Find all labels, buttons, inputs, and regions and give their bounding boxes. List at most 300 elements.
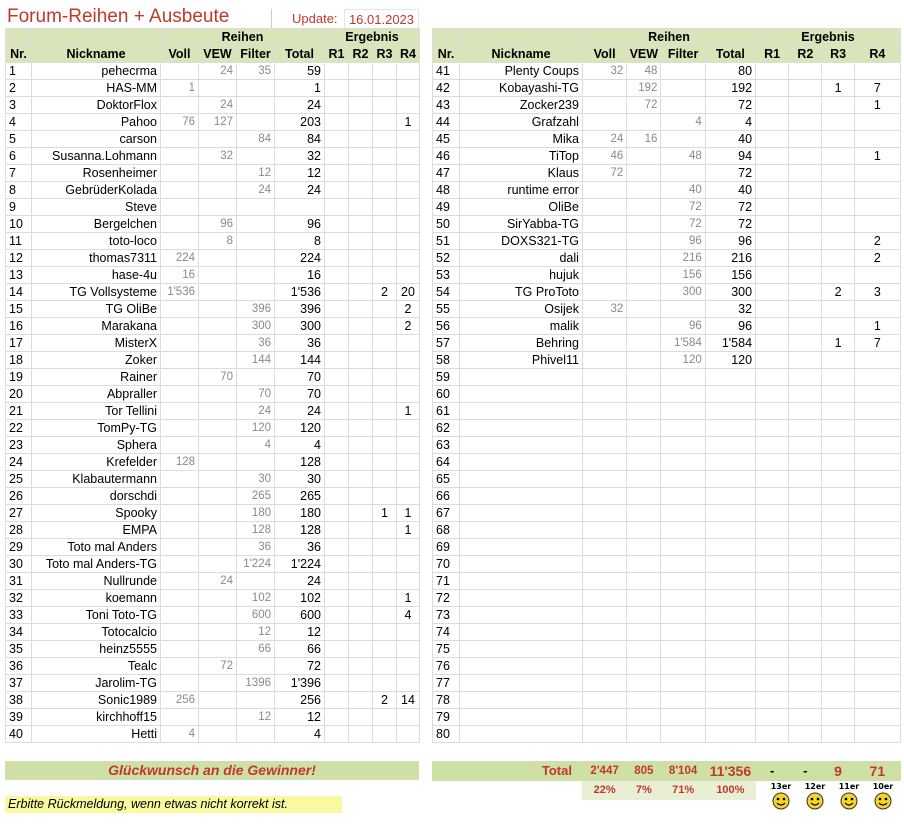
cell-nick: Tor Tellini: [32, 403, 161, 420]
cell-r1: [325, 352, 349, 369]
cell-voll: [582, 267, 626, 284]
cell-total: [705, 454, 755, 471]
cell-filter: 120: [237, 420, 275, 437]
cell-r3: [822, 131, 854, 148]
cell-total: 36: [275, 335, 325, 352]
cell-r3: [822, 165, 854, 182]
cell-voll: [582, 437, 626, 454]
cell-vew: [199, 403, 237, 420]
cell-r4: [397, 556, 420, 573]
cell-r2: [789, 641, 822, 658]
cell-total: [705, 692, 755, 709]
cell-r1: [756, 233, 789, 250]
cell-vew: [627, 454, 661, 471]
cell-filter: 12: [237, 709, 275, 726]
cell-nick: malik: [460, 318, 583, 335]
cell-vew: 48: [627, 63, 661, 80]
cell-total: 1'396: [275, 675, 325, 692]
cell-nick: [460, 692, 583, 709]
table-row: [6, 97, 420, 114]
col-header-nickname: Nickname: [460, 46, 583, 63]
cell-filter: 40: [661, 182, 705, 199]
cell-nick: Mika: [460, 131, 583, 148]
cell-nick: [460, 624, 583, 641]
cell-r3: 1: [373, 505, 397, 522]
cell-voll: [582, 539, 626, 556]
cell-r2: [789, 199, 822, 216]
cell-r1: [756, 658, 789, 675]
col-header-r3: R3: [373, 46, 397, 63]
table-row: [433, 386, 901, 403]
cell-total: [705, 590, 755, 607]
cell-filter: 36: [237, 335, 275, 352]
cell-r1: [756, 590, 789, 607]
table-row: [433, 352, 901, 369]
cell-nr: 59: [433, 369, 460, 386]
group-header-reihen: Reihen: [582, 29, 755, 46]
cell-r1: [325, 437, 349, 454]
cell-vew: [199, 352, 237, 369]
table-row: [433, 131, 901, 148]
cell-voll: [582, 726, 626, 743]
cell-nick: hase-4u: [32, 267, 161, 284]
cell-r3: [373, 420, 397, 437]
cell-nr: 44: [433, 114, 460, 131]
cell-total: [705, 437, 755, 454]
group-header-ergebnis: Ergebnis: [756, 29, 901, 46]
cell-vew: [627, 369, 661, 386]
cell-total: 216: [705, 250, 755, 267]
cell-nr: 11: [6, 233, 32, 250]
cell-r2: [349, 182, 373, 199]
group-header-reihen: Reihen: [161, 29, 325, 46]
col-header-voll: Voll: [582, 46, 626, 63]
table-row: [433, 726, 901, 743]
table-row: [433, 420, 901, 437]
table-row: [6, 284, 420, 301]
cell-voll: [582, 182, 626, 199]
cell-voll: 128: [161, 454, 199, 471]
cell-filter: [661, 63, 705, 80]
cell-r2: [349, 352, 373, 369]
table-row: [433, 114, 901, 131]
cell-r3: [373, 352, 397, 369]
cell-r4: 1: [397, 505, 420, 522]
cell-r4: 1: [397, 403, 420, 420]
cell-filter: [661, 590, 705, 607]
cell-r4: [397, 369, 420, 386]
cell-vew: [199, 675, 237, 692]
cell-nr: 3: [6, 97, 32, 114]
table-row: [6, 726, 420, 743]
percent-voll: 22%: [582, 781, 626, 800]
cell-nick: Spooky: [32, 505, 161, 522]
cell-nr: 78: [433, 692, 460, 709]
cell-r4: [397, 624, 420, 641]
cell-nick: runtime error: [460, 182, 583, 199]
cell-nr: 52: [433, 250, 460, 267]
table-row: [433, 369, 901, 386]
cell-filter: [237, 148, 275, 165]
cell-r1: [325, 369, 349, 386]
cell-nr: 38: [6, 692, 32, 709]
cell-vew: [199, 182, 237, 199]
cell-r1: [756, 437, 789, 454]
cell-r2: [349, 471, 373, 488]
cell-r3: [373, 522, 397, 539]
cell-r2: [789, 216, 822, 233]
cell-voll: [161, 556, 199, 573]
cell-r1: [325, 165, 349, 182]
cell-nick: Susanna.Lohmann: [32, 148, 161, 165]
cell-vew: 24: [199, 573, 237, 590]
cell-r4: 1: [854, 148, 900, 165]
cell-total: 80: [705, 63, 755, 80]
cell-voll: [161, 539, 199, 556]
cell-total: 128: [275, 522, 325, 539]
cell-r4: [854, 692, 900, 709]
table-row: [6, 318, 420, 335]
cell-r2: [349, 624, 373, 641]
cell-voll: 16: [161, 267, 199, 284]
cell-total: [705, 607, 755, 624]
cell-voll: [161, 97, 199, 114]
cell-r2: [789, 80, 822, 97]
cell-filter: [661, 624, 705, 641]
cell-vew: [627, 607, 661, 624]
cell-vew: [627, 556, 661, 573]
cell-r4: [397, 386, 420, 403]
total-filter: 8'104: [661, 762, 705, 781]
cell-r3: 1: [822, 80, 854, 97]
cell-nick: Hetti: [32, 726, 161, 743]
cell-r2: [789, 488, 822, 505]
cell-nick: [460, 607, 583, 624]
cell-vew: [627, 233, 661, 250]
table-row: [433, 216, 901, 233]
cell-nick: HAS-MM: [32, 80, 161, 97]
cell-total: [705, 386, 755, 403]
cell-voll: 72: [582, 165, 626, 182]
cell-vew: [627, 165, 661, 182]
cell-r4: [397, 726, 420, 743]
table-row: [433, 454, 901, 471]
cell-nick: [460, 420, 583, 437]
cell-total: 600: [275, 607, 325, 624]
cell-voll: [582, 556, 626, 573]
cell-nick: Toni Toto-TG: [32, 607, 161, 624]
table-row: [6, 505, 420, 522]
col-header-r4: R4: [854, 46, 900, 63]
cell-nick: Marakana: [32, 318, 161, 335]
cell-vew: [627, 267, 661, 284]
cell-total: 300: [275, 318, 325, 335]
cell-total: 72: [705, 216, 755, 233]
cell-filter: 12: [237, 165, 275, 182]
cell-vew: [627, 182, 661, 199]
cell-r4: 7: [854, 80, 900, 97]
cell-nick: koemann: [32, 590, 161, 607]
cell-r3: [373, 539, 397, 556]
cell-filter: 300: [661, 284, 705, 301]
cell-nick: [460, 369, 583, 386]
cell-nr: 51: [433, 233, 460, 250]
cell-voll: [161, 182, 199, 199]
cell-vew: [627, 284, 661, 301]
total-r3: 9: [822, 762, 854, 781]
cell-r2: [349, 80, 373, 97]
cell-nick: GebrüderKolada: [32, 182, 161, 199]
cell-r1: [325, 216, 349, 233]
cell-vew: [199, 726, 237, 743]
cell-filter: 180: [237, 505, 275, 522]
cell-r3: [822, 250, 854, 267]
cell-total: 265: [275, 488, 325, 505]
col-header-r1: R1: [325, 46, 349, 63]
cell-vew: 24: [199, 63, 237, 80]
cell-nick: Rainer: [32, 369, 161, 386]
cell-nick: [460, 505, 583, 522]
cell-nr: 43: [433, 97, 460, 114]
cell-r1: [325, 131, 349, 148]
cell-vew: [199, 539, 237, 556]
table-row: [433, 709, 901, 726]
cell-total: [705, 471, 755, 488]
update-date: 16.01.2023: [344, 9, 419, 30]
cell-r4: [397, 420, 420, 437]
cell-r4: [397, 233, 420, 250]
cell-filter: 70: [237, 386, 275, 403]
cell-r4: [854, 216, 900, 233]
cell-filter: [661, 97, 705, 114]
table-row: [433, 318, 901, 335]
cell-r2: [349, 97, 373, 114]
cell-r1: [756, 114, 789, 131]
cell-nr: 32: [6, 590, 32, 607]
table-row: [6, 658, 420, 675]
cell-nick: Osijek: [460, 301, 583, 318]
cell-vew: [627, 386, 661, 403]
cell-r3: [373, 607, 397, 624]
cell-nr: 15: [6, 301, 32, 318]
cell-filter: 1396: [237, 675, 275, 692]
cell-filter: [661, 709, 705, 726]
cell-voll: [582, 335, 626, 352]
cell-r2: [349, 318, 373, 335]
cell-nr: 57: [433, 335, 460, 352]
cell-r4: [854, 437, 900, 454]
cell-nick: MisterX: [32, 335, 161, 352]
cell-filter: [237, 80, 275, 97]
cell-nr: 45: [433, 131, 460, 148]
cell-r2: [349, 284, 373, 301]
cell-r2: [789, 63, 822, 80]
cell-nr: 20: [6, 386, 32, 403]
table-row: [6, 403, 420, 420]
page-title: Forum-Reihen + Ausbeute: [7, 6, 230, 27]
cell-voll: [582, 658, 626, 675]
cell-nick: DOXS321-TG: [460, 233, 583, 250]
cell-voll: [161, 590, 199, 607]
cell-r1: [756, 522, 789, 539]
cell-total: 24: [275, 182, 325, 199]
cell-voll: [161, 199, 199, 216]
cell-nick: SirYabba-TG: [460, 216, 583, 233]
cell-r2: [349, 216, 373, 233]
cell-r2: [789, 148, 822, 165]
cell-nr: 6: [6, 148, 32, 165]
cell-r1: [325, 403, 349, 420]
cell-nick: TG OliBe: [32, 301, 161, 318]
cell-nr: 16: [6, 318, 32, 335]
table-row: [6, 522, 420, 539]
cell-r2: [789, 131, 822, 148]
cell-r4: [854, 709, 900, 726]
cell-r4: [397, 80, 420, 97]
cell-r3: [373, 301, 397, 318]
table-row: [433, 403, 901, 420]
total-r2: -: [789, 762, 822, 781]
cell-r1: [325, 250, 349, 267]
table-row: [6, 250, 420, 267]
cell-r4: 4: [397, 607, 420, 624]
table-row: [6, 352, 420, 369]
cell-total: 94: [705, 148, 755, 165]
cell-filter: [661, 522, 705, 539]
cell-total: [705, 709, 755, 726]
cell-r3: [822, 148, 854, 165]
cell-nr: 53: [433, 267, 460, 284]
cell-filter: [237, 233, 275, 250]
cell-filter: 1'584: [661, 335, 705, 352]
cell-nr: 60: [433, 386, 460, 403]
cell-r2: [789, 335, 822, 352]
cell-nick: [460, 403, 583, 420]
cell-nick: [460, 658, 583, 675]
cell-nick: Krefelder: [32, 454, 161, 471]
cell-vew: [627, 114, 661, 131]
cell-voll: 1: [161, 80, 199, 97]
cell-r4: [397, 437, 420, 454]
col-header-r3: R3: [822, 46, 854, 63]
cell-r4: [854, 403, 900, 420]
cell-r2: [349, 556, 373, 573]
cell-r2: [349, 522, 373, 539]
cell-nick: pehecrma: [32, 63, 161, 80]
cell-r2: [349, 675, 373, 692]
cell-filter: 36: [237, 539, 275, 556]
cell-voll: [582, 403, 626, 420]
left-results-table: [5, 28, 420, 743]
cell-r2: [789, 658, 822, 675]
cell-nr: 54: [433, 284, 460, 301]
cell-total: 180: [275, 505, 325, 522]
table-row: [6, 556, 420, 573]
cell-r1: [325, 675, 349, 692]
cell-r2: [349, 488, 373, 505]
cell-voll: [582, 590, 626, 607]
cell-filter: [661, 607, 705, 624]
cell-nick: Klabautermann: [32, 471, 161, 488]
cell-total: 224: [275, 250, 325, 267]
cell-r4: [397, 148, 420, 165]
table-row: [6, 641, 420, 658]
cell-r2: [349, 114, 373, 131]
cell-voll: [161, 165, 199, 182]
total-r4: 71: [854, 762, 900, 781]
cell-r3: [373, 369, 397, 386]
cell-r4: [854, 420, 900, 437]
cell-total: [705, 624, 755, 641]
cell-r2: [349, 199, 373, 216]
cell-r1: [756, 369, 789, 386]
table-row: [433, 284, 901, 301]
cell-voll: [582, 420, 626, 437]
cell-vew: [627, 471, 661, 488]
cell-r1: [756, 709, 789, 726]
cell-r2: [789, 403, 822, 420]
cell-r4: [854, 182, 900, 199]
table-row: [6, 182, 420, 199]
table-row: [6, 607, 420, 624]
cell-r3: [373, 233, 397, 250]
table-row: [6, 267, 420, 284]
cell-total: [705, 522, 755, 539]
cell-vew: [627, 675, 661, 692]
cell-nick: TiTop: [460, 148, 583, 165]
cell-r3: [373, 386, 397, 403]
cell-voll: [582, 199, 626, 216]
table-row: [6, 335, 420, 352]
cell-voll: [161, 709, 199, 726]
cell-total: 59: [275, 63, 325, 80]
cell-r1: [756, 335, 789, 352]
cell-r4: [397, 471, 420, 488]
cell-voll: 256: [161, 692, 199, 709]
table-row: [6, 199, 420, 216]
cell-nr: 56: [433, 318, 460, 335]
cell-total: 256: [275, 692, 325, 709]
table-row: [6, 437, 420, 454]
cell-nick: Totocalcio: [32, 624, 161, 641]
cell-filter: [237, 216, 275, 233]
cell-r1: [325, 624, 349, 641]
cell-total: [705, 539, 755, 556]
cell-r2: [349, 148, 373, 165]
cell-r3: [822, 607, 854, 624]
table-row: [433, 505, 901, 522]
cell-total: 96: [705, 318, 755, 335]
cell-r2: [789, 590, 822, 607]
cell-nick: [460, 454, 583, 471]
cell-voll: [582, 352, 626, 369]
cell-vew: [627, 658, 661, 675]
cell-r1: [325, 386, 349, 403]
table-row: [433, 63, 901, 80]
cell-total: 1'224: [275, 556, 325, 573]
cell-r2: [349, 658, 373, 675]
cell-r3: [822, 641, 854, 658]
cell-nick: [460, 539, 583, 556]
cell-voll: [582, 233, 626, 250]
cell-r3: [822, 216, 854, 233]
cell-total: 70: [275, 369, 325, 386]
cell-r4: [397, 199, 420, 216]
cell-r1: [756, 675, 789, 692]
cell-total: [705, 403, 755, 420]
cell-nr: 30: [6, 556, 32, 573]
cell-r3: [822, 539, 854, 556]
